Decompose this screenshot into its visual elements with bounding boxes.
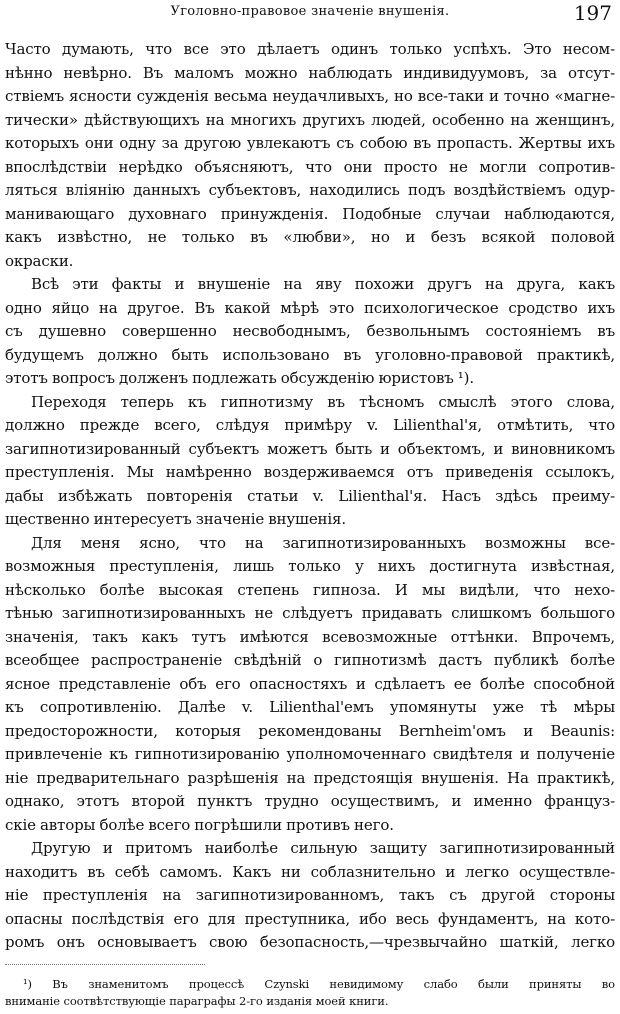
text-line: однако, этотъ второй пунктъ трудно осуществимъ, и именно француз- — [5, 792, 615, 810]
text-line: находитъ въ себѣ самомъ. Какъ ни соблазнительно и легко осуществле- — [5, 862, 615, 881]
text-line: одно яйцо на другое. Въ какой мѣрѣ это психологическое сродство ихъ — [5, 298, 615, 317]
text-line: тически» дѣйствующихъ на многихъ другихъ людей, особенно на женщинъ, — [5, 110, 615, 129]
text-line: ляться вліянію данныхъ субъектовъ, находились подъ воздѣйствіемъ одур- — [5, 181, 615, 199]
text-line: Переходя теперь къ гипнотизму въ тѣсномъ смыслѣ этого слова, — [31, 392, 615, 411]
text-line: преступленія. Мы намѣренно воздерживаемся отъ приведенія ссылокъ, — [5, 463, 615, 481]
text-line: впослѣдствіи нерѣдко объясняютъ, что они просто не могли сопротив- — [5, 157, 615, 176]
text-line: предосторожности, которыя рекомендованы Bernheim'омъ и Beaunis: — [5, 721, 615, 740]
text-line: ніе преступленія на загипнотизированномъ, такъ съ другой стороны — [5, 886, 615, 904]
text-line: которыхъ они одну за другою увлекаютъ съ собою въ пропасть. Жертвы ихъ — [5, 134, 615, 152]
text-line: нѣсколько болѣе высокая степень гипноза. И мы видѣли, что нехо- — [5, 580, 615, 599]
page-header — [0, 1, 620, 28]
text-line: ствіемъ ясности сужденія весьма неудачливыхъ, но все-таки и точно «магне- — [5, 87, 615, 105]
text-line: съ душевно совершенно несвободнымъ, безвольнымъ состояніемъ въ — [5, 322, 615, 340]
text-line: опасны послѣдствія его для преступника, ибо весь фундаментъ, на кото- — [5, 909, 615, 928]
text-line: Другую и притомъ наиболѣе сильную защиту загипнотизированный — [31, 839, 615, 857]
footnote-line: ¹) Въ знаменитомъ процессѣ Czynski невидимому слабо были приняты во — [23, 977, 615, 991]
body-text — [5, 38, 615, 955]
footnote-divider — [5, 964, 205, 965]
text-line: къ сопротивленію. Далѣе v. Lilienthal'емъ упомянуты уже тѣ мѣры — [5, 698, 615, 716]
text-line: значенія, такъ какъ тутъ имѣются всевозможные оттѣнки. Впрочемъ, — [5, 627, 615, 646]
text-line: привлеченіе къ гипнотизированію уполномоченнаго свидѣтеля и полученіе — [5, 745, 615, 763]
text-line: скіе авторы болѣе всего погрѣшили противъ него. — [5, 815, 394, 834]
text-line: нѣнно невѣрно. Въ маломъ можно наблюдать индивидуумовъ, за отсут- — [5, 63, 615, 82]
text-line: этотъ вопросъ долженъ подлежать обсужденію юристовъ ¹). — [5, 369, 474, 387]
page-number: 197 — [573, 1, 612, 25]
text-line: всеобщее распространеніе свѣдѣній о гипнотизмѣ дастъ публикѣ болѣе — [5, 651, 615, 669]
text-line: дабы избѣжать повторенія статьи v. Lilienthal'я. Насъ здѣсь преиму- — [5, 486, 615, 505]
text-line: Часто думають, что все это дѣлаетъ одинъ только успѣхъ. Это несом- — [5, 40, 615, 58]
text-line: Всѣ эти факты и внушеніе на яву похожи другъ на друга, какъ — [31, 275, 615, 293]
text-line: манивающаго духовнаго принужденія. Подобные случаи наблюдаются, — [5, 204, 615, 223]
text-line: должно прежде всего, слѣдуя примѣру v. Lilienthal'я, отмѣтить, что — [5, 416, 615, 434]
text-line: ясное представленіе объ его опасностяхъ и сдѣлаетъ ее болѣе способной — [5, 674, 615, 693]
running-title: Уголовно-правовое значеніе внушенія. — [170, 4, 450, 19]
text-line: ніе предварительнаго разрѣшенія на предстоящія внушенія. На практикѣ, — [5, 768, 615, 787]
footnote-line: вниманіе соотвѣтствующіе параграфы 2-го изданія моей книги. — [5, 994, 389, 1008]
text-line: будущемъ должно быть использовано въ уголовно-правовой практикѣ, — [5, 345, 615, 364]
text-line: тѣнью загипнотизированныхъ не слѣдуетъ придавать слишкомъ большого — [5, 604, 615, 622]
text-line: возможныя преступленія, лишь только у нихъ достигнута извѣстная, — [5, 557, 615, 575]
text-line: какъ извѣстно, не только въ «любви», но и безъ всякой половой — [5, 228, 615, 246]
footnotes — [5, 976, 615, 1010]
text-line: окраски. — [5, 251, 74, 270]
text-line: ромъ онъ основываетъ свою безопасность,—чрезвычайно шаткій, легко — [5, 933, 615, 951]
text-line: Для меня ясно, что на загипнотизированныхъ возможны все- — [31, 533, 615, 552]
text-line: щественно интересуетъ значеніе внушенія. — [5, 510, 346, 528]
text-line: загипнотизированный субъектъ можетъ быть и объектомъ, и виновникомъ — [5, 439, 615, 458]
